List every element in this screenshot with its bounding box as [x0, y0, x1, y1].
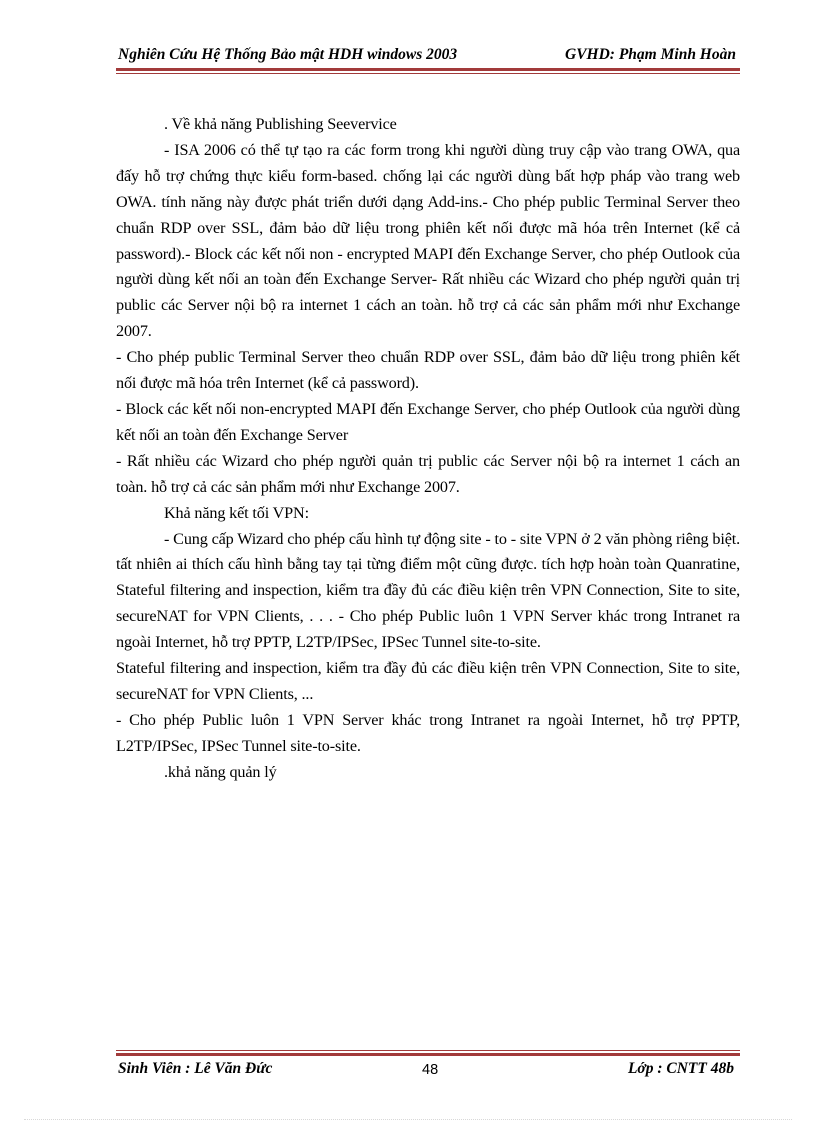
paragraph-publishing-heading: . Về khả năng Publishing Seevervice — [164, 115, 397, 133]
page-footer — [116, 1058, 740, 1082]
header-rule-thick — [116, 68, 740, 71]
paragraph-terminal-server: - Cho phép public Terminal Server theo chuẩn RDP over SSL, đảm bảo dữ liệu trong phiên kết nối được mã hóa trên Internet (kể cả password). — [116, 348, 740, 393]
paragraph-block-mapi: - Block các kết nối non-encrypted MAPI đến Exchange Server, cho phép Outlook của người dùng kết nối an toàn đến Exchange Server — [116, 399, 740, 444]
body-text — [116, 112, 740, 786]
paragraph-vpn-wizard: - Cung cấp Wizard cho phép cấu hình tự động site - to - site VPN ở 2 văn phòng riêng biệt. tất nhiên ai thích cấu hình bằng tay tại từng điểm một cũng được. tích hợp hoàn toàn Quanratine, Stateful filtering and inspection, kiểm tra đầy đủ các điều kiện trên VPN Connection, Site to site, secureNAT for VPN Clients, . . . - Cho phép Public luôn 1 VPN Server khác trong Intranet ra ngoài Internet, hỗ trợ PPTP, L2TP/IPSec, IPSec Tunnel site-to-site. — [116, 529, 740, 652]
paragraph-isa-2006: - ISA 2006 có thể tự tạo ra các form trong khi người dùng truy cập vào trang OWA, qua đấy hỗ trợ chứng thực kiểu form-based. chống lại các người dùng bất hợp pháp vào trang web OWA. tính năng này được phát triển dưới dạng Add-ins.- Cho phép public Terminal Server theo chuẩn RDP over SSL, đảm bảo dữ liệu trong phiên kết nối được mã hóa trên Internet (kể cả password).- Block các kết nối non - encrypted MAPI đến Exchange Server, cho phép Outlook của người dùng kết nối an toàn đến Exchange Server- Rất nhiều các Wizard cho phép người quản trị public các Server nội bộ ra internet 1 cách an toàn. hỗ trợ cả các sản phẩm mới như Exchange 2007. — [116, 140, 740, 341]
page-bottom-edge — [24, 1119, 792, 1120]
paragraph-management-heading: .khả năng quản lý — [164, 762, 277, 781]
header-rule-thin — [116, 73, 740, 74]
paragraph-stateful-filtering: Stateful filtering and inspection, kiểm tra đầy đủ các điều kiện trên VPN Connection, Site to site, secureNAT for VPN Clients, ... — [116, 659, 740, 703]
footer-rule-thick — [116, 1053, 740, 1056]
header-advisor: GVHD: Phạm Minh Hoàn — [565, 46, 736, 63]
footer-class: Lớp : CNTT 48b — [627, 1060, 734, 1077]
page-number: 48 — [422, 1062, 439, 1078]
header-title: Nghiên Cứu Hệ Thống Bảo mật HDH windows 2003 — [118, 46, 458, 63]
page-header — [116, 44, 740, 68]
footer-student: Sinh Viên : Lê Văn Đức — [118, 1060, 273, 1077]
paragraph-public-vpn: - Cho phép Public luôn 1 VPN Server khác trong Intranet ra ngoài Internet, hỗ trợ PPTP, L2TP/IPSec, IPSec Tunnel site-to-site. — [116, 710, 740, 755]
footer-rule-thin — [116, 1050, 740, 1051]
paragraph-wizard: - Rất nhiều các Wizard cho phép người quản trị public các Server nội bộ ra internet 1 cách an toàn. hỗ trợ cả các sản phẩm mới như Exchange 2007. — [116, 451, 740, 496]
paragraph-vpn-heading: Khả năng kết tối VPN: — [164, 503, 309, 522]
